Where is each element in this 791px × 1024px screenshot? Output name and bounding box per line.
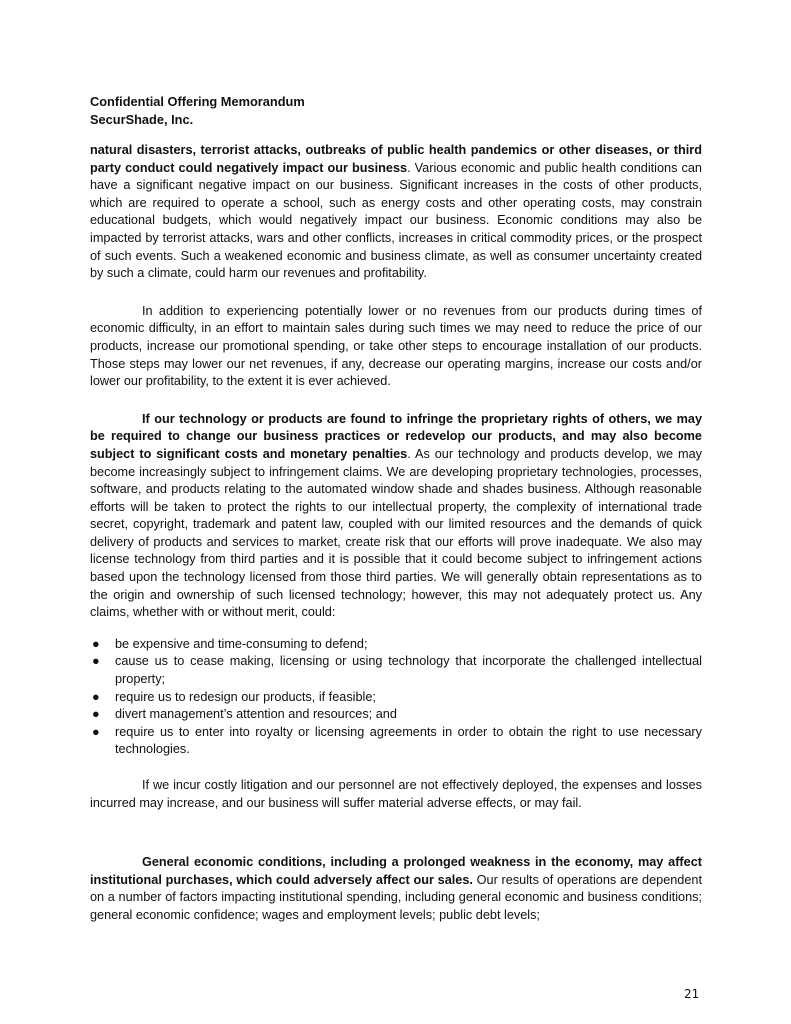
bullet-icon: ● [92,707,100,722]
paragraph-litigation [90,777,702,812]
list-item [90,689,702,707]
list-item [90,706,702,724]
document-header [90,93,702,129]
list-item [90,636,702,654]
page-body [90,93,702,925]
page-number: 21 [684,987,700,1001]
paragraph-economic-conditions [90,854,702,924]
paragraph-heading: natural disasters, terrorist attacks, outbreaks of public health pandemics or other diseases, or third party conduct could negatively impact our business [90,143,702,175]
list-item-text: require us to enter into royalty or licensing agreements in order to obtain the right to use necessary technologies. [115,724,702,757]
list-item [90,724,702,759]
list-item [90,653,702,688]
list-item-text: cause us to cease making, licensing or using technology that incorporate the challenged intellectual property; [115,654,702,687]
bullet-icon: ● [92,636,100,651]
bullet-icon: ● [92,654,100,669]
header-company: SecurShade, Inc. [90,112,194,127]
list-item-text: divert management’s attention and resources; and [115,707,397,722]
paragraph-infringement [90,411,702,622]
paragraph-body: If we incur costly litigation and our personnel are not effectively deployed, the expenses and losses incurred may increase, and our business will suffer material adverse effects, or may fail. [90,778,702,810]
paragraph-heading: If our technology or products are found to infringe the proprietary rights of others, we may be required to change our business practices or redevelop our products, and may also become subject to significant costs and monetary penalties [90,411,702,461]
list-item-text: require us to redesign our products, if feasible; [115,689,376,704]
paragraph-body: . As our technology and products develop, we may become increasingly subject to infringement claims. We are developing proprietary technologies, processes, software, and products relating to the automated window shade and shades business. Although reasonable efforts will be taken to protect the rights to our intellectual property, the complexity of international trade secret, copyright, trademark and patent law, coupled with our limited resources and the demands of quick delivery of products and services to market, create risk that our efforts will prove inadequate. We also may license technology from third parties and it is possible that it could become subject to infringement actions based upon the technology licensed from those third parties. We will generally obtain representations as to the origin and ownership of such licensed technology; however, this may not adequately protect us. Any claims, whether with or without merit, could: [90,446,702,620]
header-title: Confidential Offering Memorandum [90,94,305,109]
bullet-icon: ● [92,724,100,739]
paragraph-revenues [90,303,702,391]
list-item-text: be expensive and time-consuming to defend; [115,636,368,651]
paragraph-body: . Various economic and public health conditions can have a significant negative impact on our business. Significant increases in the costs of other products, which are required to operate a school, such as energy costs and other operating costs, may constrain educational budgets, which would negatively impact our business. Economic conditions may also be impacted by terrorist attacks, wars and other conflicts, increases in critical commodity prices, or the prospect of such events. Such a weakened economic and business climate, as well as consumer uncertainty created by such a climate, could harm our revenues and profitability. [90,160,702,281]
claims-bullet-list [90,636,702,759]
paragraph-body: Our results of operations are dependent on a number of factors impacting institutional spending, including general economic and business conditions; general economic confidence; wages and employment levels; public debt levels; [90,872,702,922]
bullet-icon: ● [92,689,100,704]
paragraph-natural-disasters [90,142,702,283]
paragraph-body: In addition to experiencing potentially lower or no revenues from our products during times of economic difficulty, in an effort to maintain sales during such times we may need to reduce the price of our products, increase our promotional spending, or take other steps to encourage installation of our products. Those steps may lower our net revenues, if any, decrease our operating margins, increase our costs and/or lower our profitability, to the extent it is ever achieved. [90,303,702,389]
paragraph-heading: General economic conditions, including a prolonged weakness in the economy, may affect institutional purchases, which could adversely affect our sales. [90,855,702,887]
